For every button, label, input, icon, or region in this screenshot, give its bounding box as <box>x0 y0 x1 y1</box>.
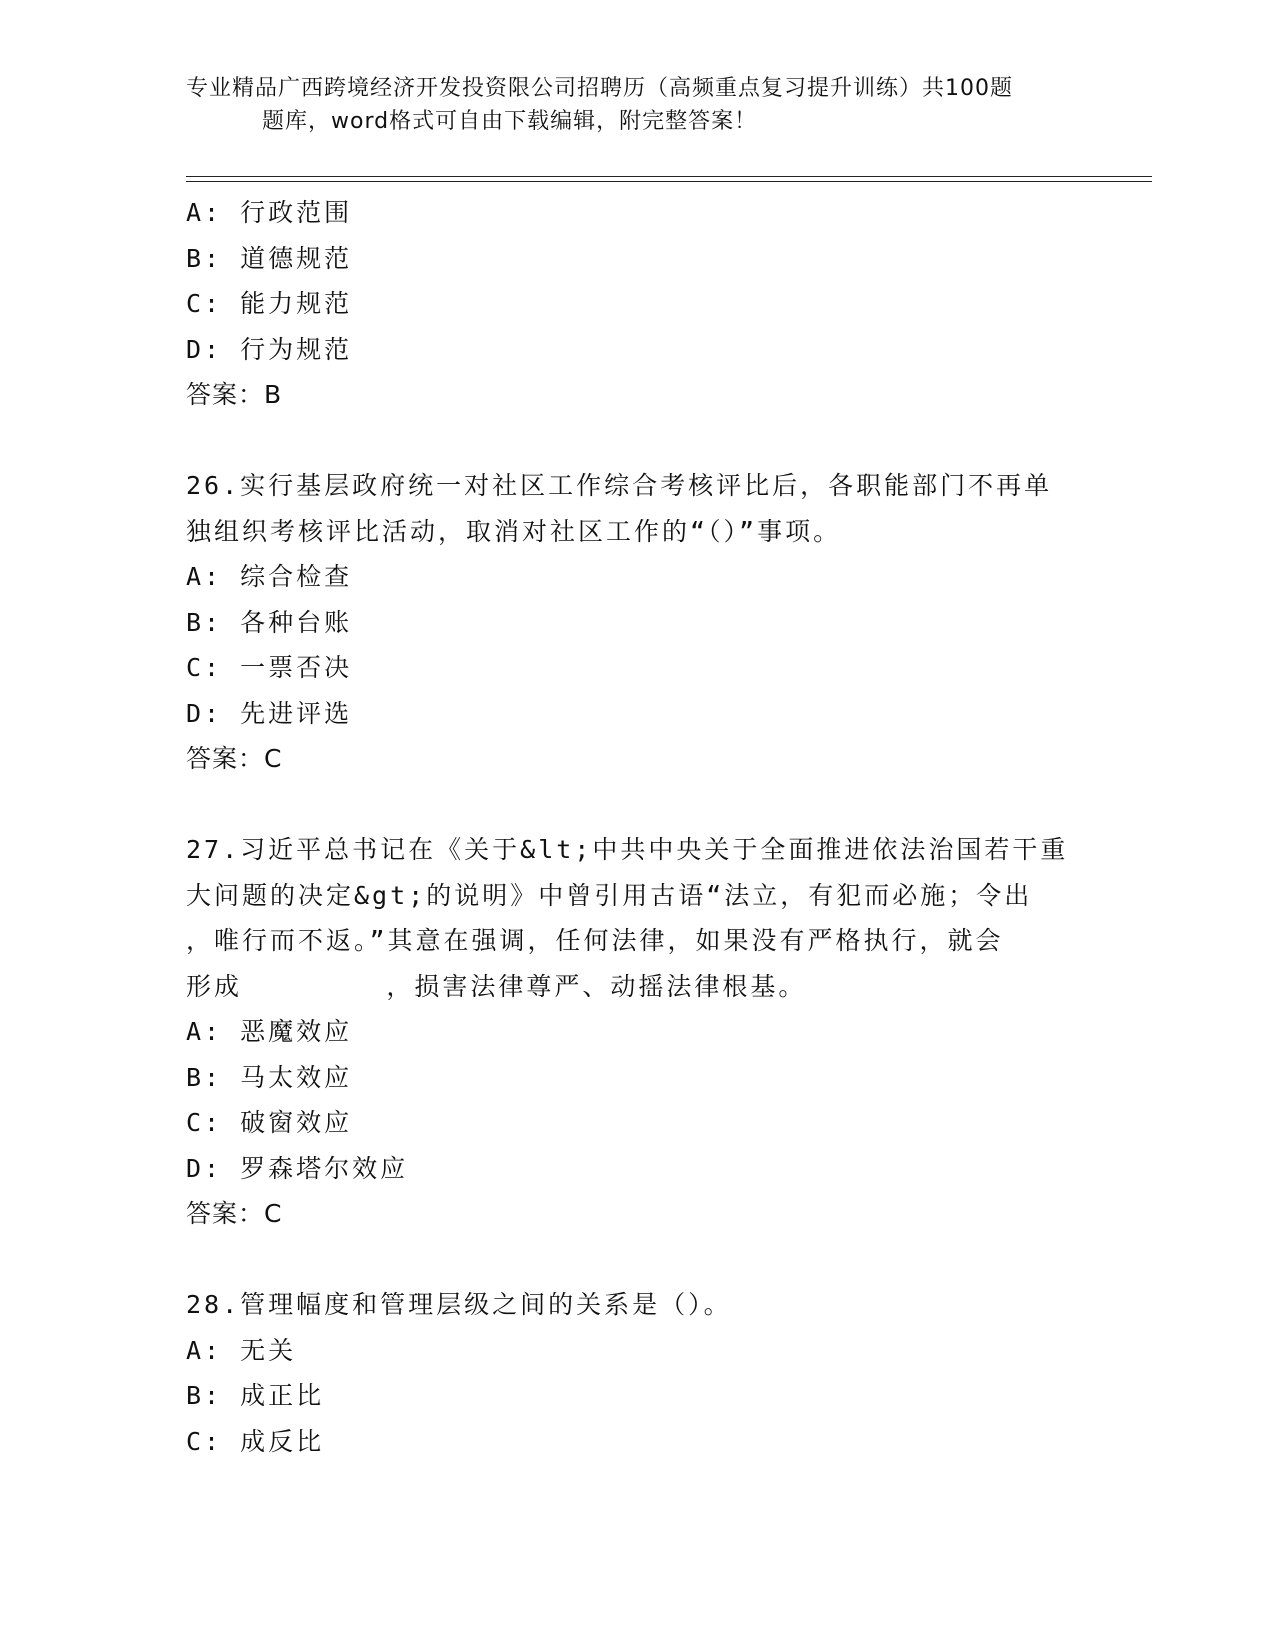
spacer <box>186 418 1086 464</box>
question-stem: 26.实行基层政府统一对社区工作综合考核评比后，各职能部门不再单 <box>186 471 1053 500</box>
option-c: C: 成反比 <box>186 1426 325 1456</box>
question-25 <box>186 190 1086 418</box>
page-header <box>186 72 1086 138</box>
option-c: C: 破窗效应 <box>186 1108 353 1137</box>
option-b: B: 道德规范 <box>186 243 353 273</box>
question-26 <box>186 463 1086 782</box>
header-divider-top <box>186 176 1152 177</box>
answer-label: 答案：C <box>186 744 283 773</box>
question-list <box>186 190 1086 1464</box>
option-b: B: 各种台账 <box>186 607 353 637</box>
question-stem: ，唯行而不返。”其意在强调，任何法律，如果没有严格执行，就会 <box>186 926 1004 955</box>
option-b: B: 成正比 <box>186 1381 325 1410</box>
answer-label: 答案：C <box>186 1199 283 1228</box>
question-stem: 形成 ，损害法律尊严、动摇法律根基。 <box>186 971 807 1001</box>
question-28 <box>186 1282 1086 1464</box>
option-c: C: 一票否决 <box>186 653 353 682</box>
answer-label: 答案：B <box>186 380 283 409</box>
question-stem: 28.管理幅度和管理层级之间的关系是（）。 <box>186 1290 732 1319</box>
option-a: A: 综合检查 <box>186 562 353 591</box>
header-title-line1: 专业精品广西跨境经济开发投资限公司招聘历（高频重点复习提升训练）共100题 <box>186 76 1013 101</box>
option-d: D: 先进评选 <box>186 698 353 728</box>
question-stem: 27.习近平总书记在《关于&lt;中共中央关于全面推进依法治国若干重 <box>186 835 1069 864</box>
spacer <box>186 782 1086 828</box>
option-c: C: 能力规范 <box>186 289 353 318</box>
header-title-line2: 题库，word格式可自由下载编辑，附完整答案！ <box>262 109 758 134</box>
option-d: D: 行为规范 <box>186 334 353 364</box>
option-d: D: 罗森塔尔效应 <box>186 1153 409 1183</box>
option-a: A: 无关 <box>186 1335 297 1365</box>
question-stem: 独组织考核评比活动，取消对社区工作的“（）”事项。 <box>186 516 842 546</box>
question-stem: 大问题的决定&gt;的说明》中曾引用古语“法立，有犯而必施；令出 <box>186 880 1033 910</box>
header-divider-bottom <box>186 181 1152 182</box>
spacer <box>186 1237 1086 1283</box>
question-27 <box>186 827 1086 1237</box>
option-b: B: 马太效应 <box>186 1062 353 1092</box>
option-a: A: 行政范围 <box>186 198 353 227</box>
option-a: A: 恶魔效应 <box>186 1017 353 1046</box>
